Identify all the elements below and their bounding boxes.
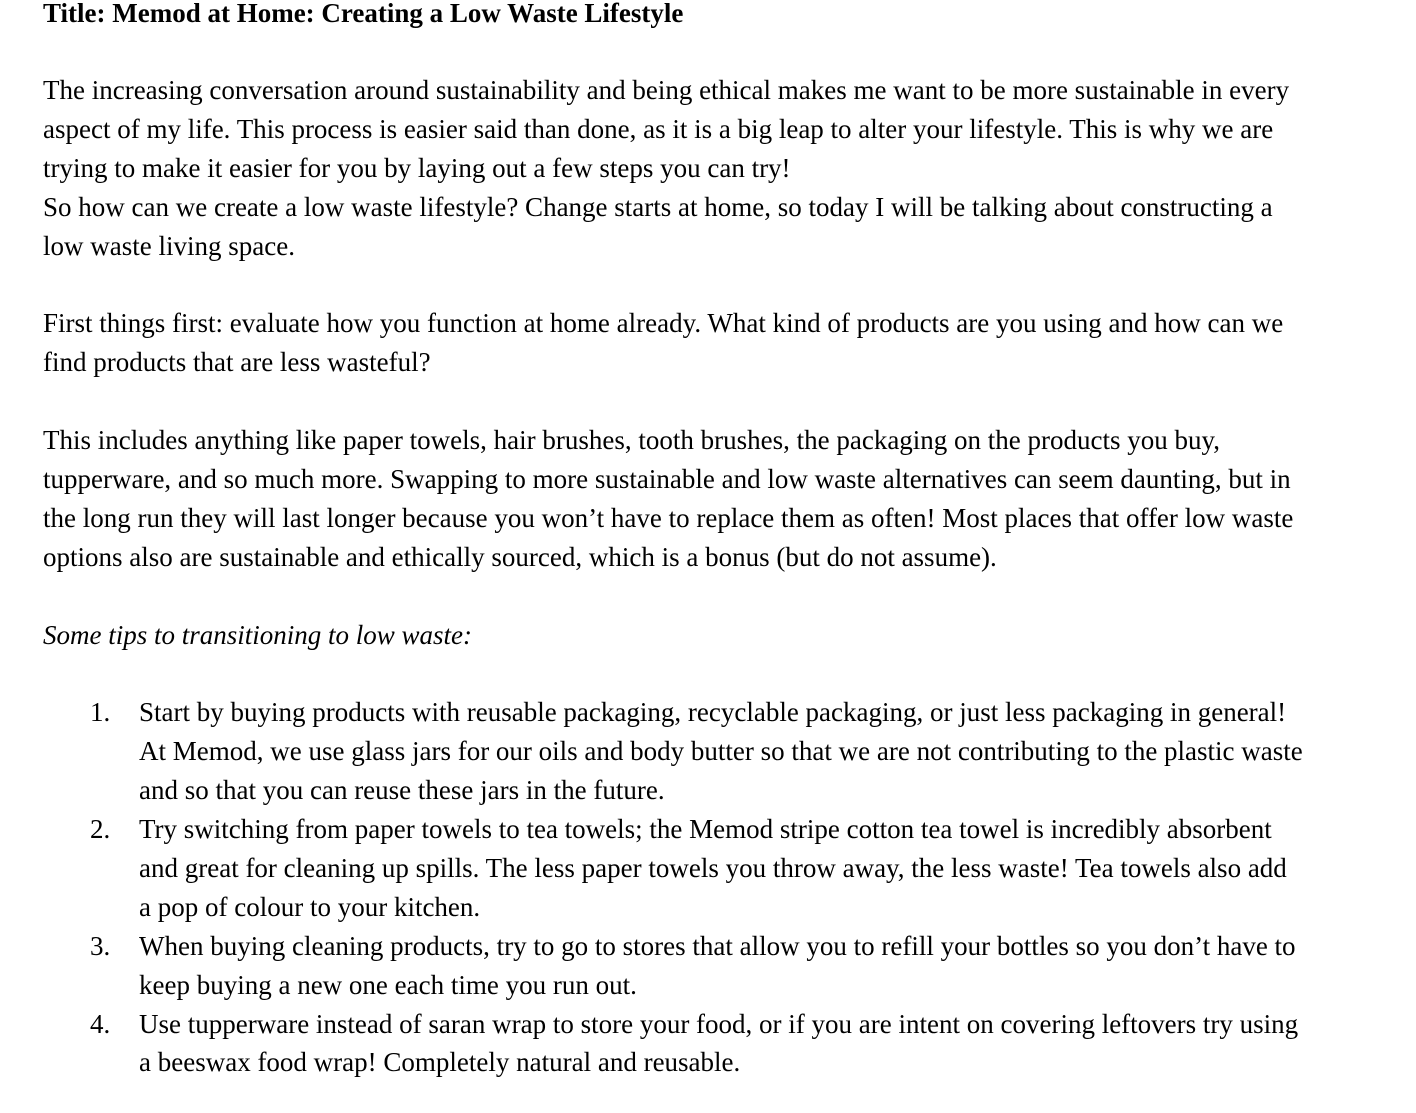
tips-list: [43, 693, 1303, 1082]
intro-paragraph-continued: So how can we create a low waste lifestyle? Change starts at home, so today I will be talking about constructing a low waste living space.: [43, 191, 1273, 261]
paragraph-spacer: [43, 265, 1303, 304]
paragraph-spacer: [43, 382, 1303, 421]
document-page: [43, 0, 1303, 1082]
list-item-number: 3.: [90, 930, 111, 961]
list-item-number: 4.: [90, 1008, 111, 1039]
evaluate-paragraph: First things first: evaluate how you function at home already. What kind of products are you using and how can we find products that are less wasteful?: [43, 308, 1284, 378]
list-item: [43, 810, 1303, 927]
document-title: Title: Memod at Home: Creating a Low Waste Lifestyle: [43, 0, 684, 28]
paragraph-spacer: [43, 32, 1303, 71]
list-item-text: Use tupperware instead of saran wrap to store your food, or if you are intent on covering leftovers try using a beeswax food wrap! Completely natural and reusable.: [139, 1008, 1299, 1078]
list-item-text: Start by buying products with reusable packaging, recyclable packaging, or just less packaging in general! At Memod, we use glass jars for our oils and body butter so that we are not contributing to the plastic waste and so that you can reuse these jars in the future.: [139, 697, 1303, 806]
list-item-number: 1.: [90, 697, 111, 728]
intro-paragraph: The increasing conversation around sustainability and being ethical makes me want to be more sustainable in every aspect of my life. This process is easier said than done, as it is a big leap to alter your lifestyle. This is why we are trying to make it easier for you by laying out a few steps you can try!: [43, 74, 1290, 183]
paragraph-spacer: [43, 577, 1303, 616]
includes-paragraph: This includes anything like paper towels, hair brushes, tooth brushes, the packaging on the products you buy, tupperware, and so much more. Swapping to more sustainable and low waste alternatives can seem daunting, but in the long run they will last longer because you won’t have to replace them as often! Most places that offer low waste options also are sustainable and ethically sourced, which is a bonus (but do not assume).: [43, 425, 1294, 572]
list-item: [43, 693, 1303, 810]
list-item-text: Try switching from paper towels to tea towels; the Memod stripe cotton tea towel is incredibly absorbent and great for cleaning up spills. The less paper towels you throw away, the less waste! Tea towels also add a pop of colour to your kitchen.: [139, 814, 1287, 922]
list-item-text: When buying cleaning products, try to go to stores that allow you to refill your bottles so you don’t have to keep buying a new one each time you run out.: [139, 930, 1296, 1000]
list-item-number: 2.: [90, 814, 111, 845]
list-item: [43, 1005, 1303, 1083]
tips-heading: Some tips to transitioning to low waste:: [43, 619, 473, 650]
paragraph-spacer: [43, 654, 1303, 693]
list-item: [43, 927, 1303, 1005]
